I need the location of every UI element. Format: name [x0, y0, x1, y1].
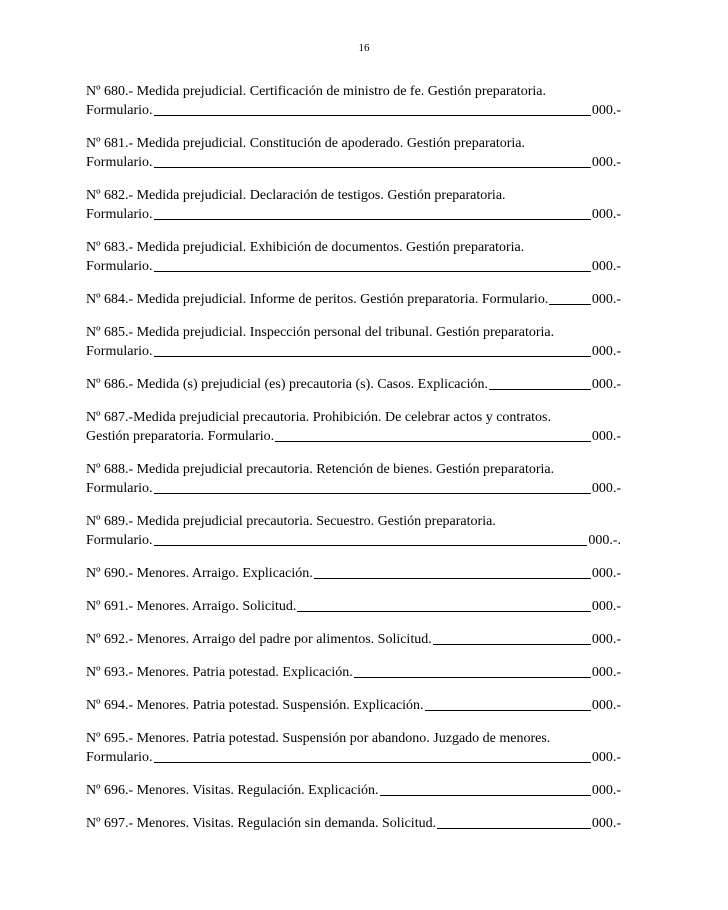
- entry-title: Nº 690.- Menores. Arraigo. Explicación.: [86, 566, 313, 581]
- entry-first-line: [86, 82, 621, 101]
- list-item: [86, 663, 621, 682]
- entry-continuation: Formulario.: [86, 259, 153, 274]
- entry-title: Nº 695.- Menores. Patria potestad. Suspensión por abandono. Juzgado de menores.: [86, 731, 551, 746]
- entry-title: Nº 696.- Menores. Visitas. Regulación. Explicación.: [86, 783, 379, 798]
- leader-line: [154, 155, 591, 168]
- entry-title: Nº 681.- Medida prejudicial. Constitución de apoderado. Gestión preparatoria.: [86, 136, 525, 151]
- list-item: [86, 597, 621, 616]
- leader-line: [154, 481, 591, 494]
- list-item: [86, 82, 621, 120]
- leader-line: [154, 344, 591, 357]
- entry-last-line: [86, 290, 621, 309]
- entry-price: 000.-.: [588, 533, 621, 548]
- entry-continuation: Gestión preparatoria. Formulario.: [86, 429, 275, 444]
- list-item: [86, 238, 621, 276]
- entry-price: 000.-: [591, 783, 621, 798]
- entry-last-line: [86, 814, 621, 833]
- leader-line: [380, 783, 591, 796]
- entry-title: Nº 683.- Medida prejudicial. Exhibición de documentos. Gestión preparatoria.: [86, 240, 525, 255]
- entry-price: 000.-: [591, 632, 621, 647]
- entry-price: 000.-: [591, 481, 621, 496]
- entry-title: Nº 686.- Medida (s) prejudicial (es) precautoria (s). Casos. Explicación.: [86, 377, 489, 392]
- entry-continuation: Formulario.: [86, 481, 153, 496]
- page-number: 16: [358, 42, 370, 54]
- entry-first-line: [86, 460, 621, 479]
- list-item: [86, 375, 621, 394]
- entry-title: Nº 688.- Medida prejudicial precautoria. Retención de bienes. Gestión preparatoria.: [86, 462, 555, 477]
- entry-title: Nº 694.- Menores. Patria potestad. Suspensión. Explicación.: [86, 698, 424, 713]
- list-item: [86, 323, 621, 361]
- list-item: [86, 290, 621, 309]
- entry-title: Nº 682.- Medida prejudicial. Declaración de testigos. Gestión preparatoria.: [86, 188, 506, 203]
- list-item: [86, 814, 621, 833]
- entry-continuation: Formulario.: [86, 533, 153, 548]
- entry-price: 000.-: [591, 566, 621, 581]
- list-item: [86, 630, 621, 649]
- entry-last-line: [86, 663, 621, 682]
- leader-line: [154, 207, 591, 220]
- leader-line: [425, 698, 591, 711]
- entry-first-line: [86, 512, 621, 531]
- entry-price: 000.-: [591, 207, 621, 222]
- entry-last-line: [86, 597, 621, 616]
- entry-price: 000.-: [591, 599, 621, 614]
- entry-continuation: Formulario.: [86, 155, 153, 170]
- leader-line: [297, 599, 590, 612]
- entry-continuation: Formulario.: [86, 344, 153, 359]
- entry-last-line: [86, 257, 621, 276]
- entry-price: 000.-: [591, 259, 621, 274]
- entry-continuation: Formulario.: [86, 103, 153, 118]
- entry-price: 000.-: [591, 155, 621, 170]
- leader-line: [154, 103, 591, 116]
- leader-line: [154, 533, 588, 546]
- entry-price: 000.-: [591, 344, 621, 359]
- entry-first-line: [86, 408, 621, 427]
- list-item: [86, 781, 621, 800]
- entry-last-line: [86, 696, 621, 715]
- entry-last-line: [86, 375, 621, 394]
- entry-continuation: Formulario.: [86, 207, 153, 222]
- entry-title: Nº 685.- Medida prejudicial. Inspección personal del tribunal. Gestión preparatoria.: [86, 325, 555, 340]
- leader-line: [275, 429, 591, 442]
- list-item: [86, 512, 621, 550]
- leader-line: [154, 259, 591, 272]
- leader-line: [437, 816, 591, 829]
- list-item: [86, 564, 621, 583]
- entry-last-line: [86, 342, 621, 361]
- entry-last-line: [86, 630, 621, 649]
- entry-title: Nº 689.- Medida prejudicial precautoria. Secuestro. Gestión preparatoria.: [86, 514, 496, 529]
- entry-price: 000.-: [591, 377, 621, 392]
- entry-first-line: [86, 238, 621, 257]
- entry-last-line: [86, 479, 621, 498]
- entry-title: Nº 680.- Medida prejudicial. Certificación de ministro de fe. Gestión preparatoria.: [86, 84, 546, 99]
- list-item: [86, 729, 621, 767]
- entry-title: Nº 684.- Medida prejudicial. Informe de peritos. Gestión preparatoria. Formulario.: [86, 292, 549, 307]
- entry-continuation: Formulario.: [86, 750, 153, 765]
- entry-price: 000.-: [591, 292, 621, 307]
- entry-price: 000.-: [591, 816, 621, 831]
- entry-first-line: [86, 186, 621, 205]
- list-item: [86, 696, 621, 715]
- entry-last-line: [86, 531, 621, 550]
- entry-last-line: [86, 101, 621, 120]
- leader-line: [489, 377, 591, 390]
- list-item: [86, 134, 621, 172]
- entry-last-line: [86, 748, 621, 767]
- entry-price: 000.-: [591, 750, 621, 765]
- entry-price: 000.-: [591, 103, 621, 118]
- entry-last-line: [86, 153, 621, 172]
- list-item: [86, 408, 621, 446]
- entry-first-line: [86, 323, 621, 342]
- leader-line: [433, 632, 591, 645]
- entry-price: 000.-: [591, 429, 621, 444]
- list-item: [86, 460, 621, 498]
- leader-line: [154, 750, 591, 763]
- entry-title: Nº 693.- Menores. Patria potestad. Explicación.: [86, 665, 353, 680]
- entry-title: Nº 697.- Menores. Visitas. Regulación sin demanda. Solicitud.: [86, 816, 437, 831]
- entry-first-line: [86, 134, 621, 153]
- leader-line: [549, 292, 591, 305]
- leader-line: [314, 566, 591, 579]
- entry-last-line: [86, 205, 621, 224]
- list-item: [86, 186, 621, 224]
- entry-price: 000.-: [591, 665, 621, 680]
- entry-last-line: [86, 564, 621, 583]
- entry-last-line: [86, 427, 621, 446]
- entry-title: Nº 692.- Menores. Arraigo del padre por alimentos. Solicitud.: [86, 632, 432, 647]
- entry-title: Nº 687.-Medida prejudicial precautoria. Prohibición. De celebrar actos y contratos.: [86, 410, 552, 425]
- entry-first-line: [86, 729, 621, 748]
- entry-list: [86, 82, 621, 847]
- entry-title: Nº 691.- Menores. Arraigo. Solicitud.: [86, 599, 297, 614]
- entry-price: 000.-: [591, 698, 621, 713]
- leader-line: [354, 665, 591, 678]
- entry-last-line: [86, 781, 621, 800]
